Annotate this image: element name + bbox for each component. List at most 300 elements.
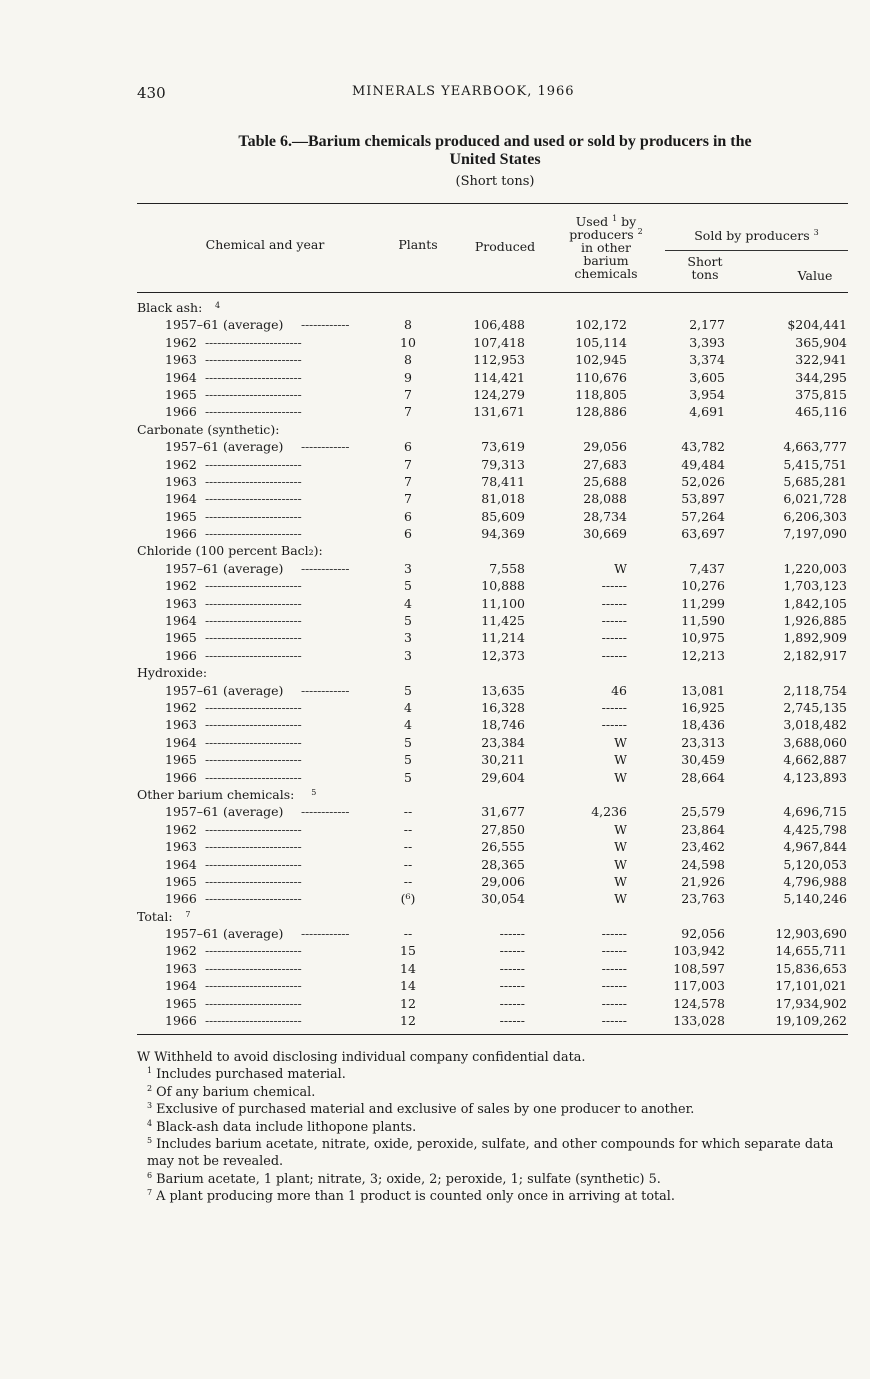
row-leader: ------------------------ — [205, 891, 302, 907]
footnote-text: A plant producing more than 1 product is counted only once in arriving at total. — [156, 1189, 675, 1205]
cell-plants: 14 — [400, 978, 416, 994]
table-row — [137, 699, 848, 716]
row-label: 1962 — [165, 334, 197, 350]
cell-plants: -- — [403, 856, 413, 872]
cell-plants: 5 — [404, 578, 412, 594]
table-row — [137, 438, 848, 455]
cell-short-tons: 12,213 — [681, 647, 725, 663]
cell-used: 46 — [611, 682, 627, 698]
cell-value: 4,967,844 — [783, 839, 847, 855]
cell-value: 2,118,754 — [783, 682, 847, 698]
row-label: 1965 — [165, 508, 197, 524]
cell-produced: 28,365 — [481, 856, 525, 872]
cell-short-tons: 117,003 — [673, 978, 725, 994]
row-leader: ------------ — [301, 560, 350, 576]
group-label: Chloride (100 percent Bacl₂): — [137, 543, 323, 559]
row-label: 1964 — [165, 734, 197, 750]
cell-value: 1,842,105 — [783, 595, 847, 611]
row-label: 1965 — [165, 752, 197, 768]
footnote-text: W Withheld to avoid disclosing individual company confidential data. — [137, 1050, 586, 1065]
table-row — [137, 369, 848, 386]
cell-short-tons: 23,462 — [681, 839, 725, 855]
cell-produced: 13,635 — [481, 682, 525, 698]
cell-value: 5,140,246 — [783, 891, 847, 907]
footnote-mark: 1 — [147, 1066, 153, 1076]
footnote — [137, 1119, 848, 1136]
cell-plants: 7 — [404, 456, 412, 472]
table-row — [137, 386, 848, 403]
cell-used: 28,734 — [583, 508, 627, 524]
row-label: 1963 — [165, 717, 197, 733]
header-used-sup2: 2 — [637, 227, 643, 236]
row-label: 1964 — [165, 491, 197, 507]
cell-produced: 10,888 — [481, 578, 525, 594]
row-leader: ------------------------ — [205, 1013, 302, 1029]
cell-produced: 31,677 — [481, 804, 525, 820]
table-bottom-rule — [137, 1034, 848, 1035]
header-sold-rule — [665, 250, 848, 251]
cell-used: W — [614, 856, 627, 872]
cell-short-tons: 52,026 — [681, 473, 725, 489]
cell-produced: 23,384 — [481, 734, 525, 750]
cell-plants: 8 — [404, 317, 412, 333]
table-group-row: Total: 7 — [137, 908, 191, 924]
row-label: 1964 — [165, 856, 197, 872]
cell-produced: 112,953 — [473, 352, 525, 368]
cell-plants: 3 — [404, 647, 412, 663]
cell-plants: 12 — [400, 1013, 416, 1029]
page-number: 430 — [137, 84, 166, 102]
cell-short-tons: 63,697 — [681, 526, 725, 542]
row-label: 1962 — [165, 821, 197, 837]
cell-used: 128,886 — [575, 404, 627, 420]
row-leader: ------------ — [301, 804, 350, 820]
cell-short-tons: 24,598 — [681, 856, 725, 872]
cell-plants: -- — [403, 804, 413, 820]
row-label: 1963 — [165, 960, 197, 976]
row-leader: ------------ — [301, 682, 350, 698]
footnote-text: Includes purchased material. — [156, 1067, 346, 1083]
table-row — [137, 525, 848, 542]
footnote — [137, 1084, 848, 1101]
cell-used: 25,688 — [583, 473, 627, 489]
row-leader: ------------------------ — [205, 369, 302, 385]
row-label: 1964 — [165, 369, 197, 385]
cell-value: 344,295 — [795, 369, 847, 385]
row-label: 1962 — [165, 943, 197, 959]
cell-plants: 15 — [400, 943, 416, 959]
table-row — [137, 716, 848, 733]
table-row — [137, 351, 848, 368]
table-title-line1: Table 6.—Barium chemicals produced and used or sold by producers in the — [238, 133, 752, 150]
cell-used: ------ — [601, 699, 627, 715]
cell-plants: (⁶) — [400, 891, 416, 907]
cell-plants: 10 — [400, 334, 416, 350]
cell-produced: 73,619 — [481, 439, 525, 455]
row-label: 1966 — [165, 891, 197, 907]
cell-short-tons: 3,393 — [689, 334, 725, 350]
table-row — [137, 925, 848, 942]
table-row — [137, 977, 848, 994]
row-leader: ------------------------ — [205, 960, 302, 976]
cell-short-tons: 11,299 — [681, 595, 725, 611]
cell-plants: 7 — [404, 491, 412, 507]
table-row — [137, 456, 848, 473]
cell-value: 322,941 — [795, 352, 847, 368]
cell-short-tons: 28,664 — [681, 769, 725, 785]
cell-short-tons: 23,763 — [681, 891, 725, 907]
table-group-row — [137, 421, 848, 438]
cell-produced: 94,369 — [481, 526, 525, 542]
cell-used: ------ — [601, 647, 627, 663]
cell-produced: 29,604 — [481, 769, 525, 785]
group-label: Black ash: — [137, 300, 203, 315]
row-leader: ------------------------ — [205, 456, 302, 472]
cell-plants: -- — [403, 821, 413, 837]
header-value: Value — [797, 268, 833, 283]
cell-plants: 7 — [404, 386, 412, 402]
cell-used: W — [614, 560, 627, 576]
cell-produced: 29,006 — [481, 873, 525, 889]
cell-used: W — [614, 891, 627, 907]
row-label: 1957–61 (average) — [165, 926, 284, 942]
cell-short-tons: 7,437 — [689, 560, 725, 576]
table-row — [137, 647, 848, 664]
cell-produced: 106,488 — [473, 317, 525, 333]
cell-plants: 5 — [404, 613, 412, 629]
cell-used: 105,114 — [575, 334, 627, 350]
cell-value: 2,745,135 — [783, 699, 847, 715]
cell-value: 4,663,777 — [783, 439, 847, 455]
row-leader: ------------ — [301, 439, 350, 455]
cell-plants: 14 — [400, 960, 416, 976]
group-label: Carbonate (synthetic): — [137, 421, 280, 437]
cell-value: 14,655,711 — [775, 943, 847, 959]
table-row — [137, 612, 848, 629]
cell-produced: 30,054 — [481, 891, 525, 907]
cell-value: $204,441 — [787, 317, 847, 333]
cell-used: ------ — [601, 595, 627, 611]
cell-used: 110,676 — [575, 369, 627, 385]
cell-used: ------ — [601, 717, 627, 733]
row-leader: ------------------------ — [205, 630, 302, 646]
cell-value: 1,892,909 — [783, 630, 847, 646]
cell-short-tons: 133,028 — [673, 1013, 725, 1029]
header-used-sup1: 1 — [612, 214, 618, 223]
cell-value: 3,018,482 — [783, 717, 847, 733]
cell-short-tons: 3,374 — [689, 352, 725, 368]
cell-used: ------ — [601, 943, 627, 959]
table-row — [137, 838, 848, 855]
cell-value: 5,415,751 — [783, 456, 847, 472]
table-row — [137, 629, 848, 646]
header-produced: Produced — [474, 239, 536, 254]
table-row — [137, 751, 848, 768]
cell-used: ------ — [601, 960, 627, 976]
cell-produced: ------ — [499, 995, 525, 1011]
cell-plants: 7 — [404, 404, 412, 420]
footnote-mark: 4 — [147, 1118, 153, 1128]
header-short-tons-line2: tons — [691, 267, 719, 282]
row-leader: ------------------------ — [205, 995, 302, 1011]
header-sold-sup: 3 — [813, 228, 819, 237]
cell-produced: 18,746 — [481, 717, 525, 733]
cell-produced: 85,609 — [481, 508, 525, 524]
table-subtitle: (Short tons) — [455, 174, 535, 189]
row-leader: ------------------------ — [205, 821, 302, 837]
cell-short-tons: 108,597 — [673, 960, 725, 976]
row-leader: ------------------------ — [205, 873, 302, 889]
row-label: 1962 — [165, 699, 197, 715]
cell-plants: -- — [403, 873, 413, 889]
table-row — [137, 942, 848, 959]
row-leader: ------------------------ — [205, 578, 302, 594]
cell-used: W — [614, 839, 627, 855]
cell-produced: ------ — [499, 926, 525, 942]
table-row — [137, 403, 848, 420]
cell-plants: 4 — [404, 595, 412, 611]
cell-produced: ------ — [499, 978, 525, 994]
header-used-line2: producers — [569, 227, 634, 242]
cell-produced: 26,555 — [481, 839, 525, 855]
cell-short-tons: 3,954 — [689, 386, 725, 402]
row-leader: ------------------------ — [205, 508, 302, 524]
row-label: 1957–61 (average) — [165, 560, 284, 576]
cell-value: 465,116 — [795, 404, 847, 420]
row-label: 1964 — [165, 613, 197, 629]
cell-used: 102,172 — [575, 317, 627, 333]
group-label: Total: — [137, 908, 173, 924]
cell-plants: 5 — [404, 682, 412, 698]
table-body — [137, 299, 848, 1029]
table-row — [137, 803, 848, 820]
cell-used: 118,805 — [575, 386, 627, 402]
row-leader: ------------------------ — [205, 352, 302, 368]
cell-value: 19,109,262 — [775, 1013, 847, 1029]
footnote-text: Barium acetate, 1 plant; nitrate, 3; oxide, 2; peroxide, 1; sulfate (synthetic) 5. — [156, 1171, 661, 1187]
cell-plants: -- — [403, 839, 413, 855]
cell-plants: 8 — [404, 352, 412, 368]
cell-value: 17,934,902 — [775, 995, 847, 1011]
table-row — [137, 995, 848, 1012]
cell-value: 17,101,021 — [775, 978, 847, 994]
row-leader: ------------------------ — [205, 386, 302, 402]
cell-produced: 30,211 — [481, 752, 525, 768]
row-leader: ------------------------ — [205, 404, 302, 420]
cell-value: 375,815 — [795, 386, 847, 402]
cell-short-tons: 30,459 — [681, 752, 725, 768]
row-leader: ------------------------ — [205, 752, 302, 768]
row-label: 1962 — [165, 578, 197, 594]
table-row — [137, 595, 848, 612]
row-label: 1965 — [165, 995, 197, 1011]
cell-plants: 4 — [404, 717, 412, 733]
cell-produced: 11,425 — [481, 613, 525, 629]
header-sold-by-producers — [665, 229, 848, 242]
cell-produced: 11,214 — [481, 630, 525, 646]
row-leader: ------------------------ — [205, 943, 302, 959]
cell-produced: 16,328 — [481, 699, 525, 715]
cell-produced: ------ — [499, 943, 525, 959]
row-label: 1957–61 (average) — [165, 804, 284, 820]
cell-short-tons: 10,975 — [681, 630, 725, 646]
cell-used: ------ — [601, 978, 627, 994]
table-group-row: Other barium chemicals: 5 — [137, 786, 317, 802]
header-used-line4: barium — [583, 253, 629, 268]
cell-used: W — [614, 821, 627, 837]
header-used — [556, 215, 656, 280]
cell-short-tons: 3,605 — [689, 369, 725, 385]
row-leader: ------------------------ — [205, 647, 302, 663]
row-label: 1966 — [165, 1013, 197, 1029]
footnote — [137, 1066, 848, 1083]
cell-used: 4,236 — [591, 804, 627, 820]
cell-value: 4,123,893 — [783, 769, 847, 785]
header-short-tons-line1: Short — [687, 254, 723, 269]
cell-plants: 5 — [404, 769, 412, 785]
cell-short-tons: 23,313 — [681, 734, 725, 750]
footnote-text: Exclusive of purchased material and exclusive of sales by one producer to another. — [156, 1102, 695, 1118]
cell-short-tons: 23,864 — [681, 821, 725, 837]
cell-value: 4,796,988 — [783, 873, 847, 889]
cell-used: 27,683 — [583, 456, 627, 472]
table-group-row: Black ash: 4 — [137, 300, 221, 315]
cell-plants: 7 — [404, 473, 412, 489]
cell-plants: 5 — [404, 734, 412, 750]
table-group-row — [137, 542, 848, 559]
row-leader: ------------------------ — [205, 526, 302, 542]
footnote — [137, 1188, 848, 1205]
cell-short-tons: 11,590 — [681, 613, 725, 629]
footnote — [137, 1101, 848, 1118]
cell-plants: 6 — [404, 526, 412, 542]
table-row — [137, 490, 848, 507]
footnote — [137, 1136, 848, 1171]
table-row — [137, 682, 848, 699]
row-label: 1957–61 (average) — [165, 439, 284, 455]
footnote-mark: 2 — [147, 1083, 153, 1093]
cell-short-tons: 25,579 — [681, 804, 725, 820]
cell-used: 29,056 — [583, 439, 627, 455]
cell-value: 4,696,715 — [783, 804, 847, 820]
cell-produced: 131,671 — [473, 404, 525, 420]
header-short-tons — [670, 255, 740, 281]
row-label: 1963 — [165, 839, 197, 855]
cell-short-tons: 13,081 — [681, 682, 725, 698]
cell-used: ------ — [601, 630, 627, 646]
row-leader: ------------------------ — [205, 473, 302, 489]
cell-plants: 6 — [404, 439, 412, 455]
table-title-line2: United States — [449, 151, 541, 168]
cell-value: 1,926,885 — [783, 613, 847, 629]
group-label: Hydroxide: — [137, 665, 208, 681]
cell-plants: 12 — [400, 995, 416, 1011]
cell-value: 5,120,053 — [783, 856, 847, 872]
row-label: 1957–61 (average) — [165, 317, 284, 333]
header-used-line5: chemicals — [574, 266, 638, 281]
row-label: 1964 — [165, 978, 197, 994]
table-row — [137, 473, 848, 490]
cell-value: 15,836,653 — [775, 960, 847, 976]
cell-used: ------ — [601, 613, 627, 629]
cell-plants: 3 — [404, 560, 412, 576]
running-title: MINERALS YEARBOOK, 1966 — [352, 84, 575, 99]
footnote-mark: 3 — [147, 1101, 153, 1111]
cell-value: 5,685,281 — [783, 473, 847, 489]
row-leader: ------------------------ — [205, 717, 302, 733]
cell-value: 7,197,090 — [783, 526, 847, 542]
row-label: 1962 — [165, 456, 197, 472]
header-chemical-and-year: Chemical and year — [205, 237, 325, 252]
table-row — [137, 873, 848, 890]
cell-plants: 9 — [404, 369, 412, 385]
cell-value: 2,182,917 — [783, 647, 847, 663]
footnote-text: Black-ash data include lithopone plants. — [156, 1119, 417, 1135]
cell-produced: 114,421 — [473, 369, 525, 385]
cell-used: ------ — [601, 926, 627, 942]
cell-value: 1,703,123 — [783, 578, 847, 594]
cell-short-tons: 57,264 — [681, 508, 725, 524]
table-row — [137, 821, 848, 838]
cell-plants: 3 — [404, 630, 412, 646]
row-label: 1966 — [165, 647, 197, 663]
row-leader: ------------------------ — [205, 978, 302, 994]
cell-used: W — [614, 873, 627, 889]
table-row — [137, 890, 848, 907]
cell-short-tons: 16,925 — [681, 699, 725, 715]
table-row — [137, 577, 848, 594]
row-label: 1963 — [165, 473, 197, 489]
cell-plants: 4 — [404, 699, 412, 715]
row-label: 1966 — [165, 769, 197, 785]
header-plants: Plants — [398, 237, 438, 252]
cell-plants: 5 — [404, 752, 412, 768]
row-label: 1965 — [165, 386, 197, 402]
row-label: 1966 — [165, 404, 197, 420]
footnotes — [137, 1049, 848, 1206]
row-leader: ------------------------ — [205, 613, 302, 629]
table-row — [137, 1012, 848, 1029]
row-label: 1965 — [165, 630, 197, 646]
cell-short-tons: 49,484 — [681, 456, 725, 472]
group-label: Other barium chemicals: — [137, 786, 295, 802]
cell-produced: 7,558 — [489, 560, 525, 576]
cell-value: 6,206,303 — [783, 508, 847, 524]
row-leader: ------------------------ — [205, 334, 302, 350]
cell-produced: 107,418 — [473, 334, 525, 350]
header-used-line1b: by — [621, 214, 637, 229]
footnote-text: Of any barium chemical. — [156, 1084, 316, 1100]
table-row — [137, 856, 848, 873]
table-row — [137, 508, 848, 525]
row-leader: ------------------------ — [205, 839, 302, 855]
cell-short-tons: 124,578 — [673, 995, 725, 1011]
row-leader: ------------------------ — [205, 491, 302, 507]
table-row — [137, 960, 848, 977]
table-row — [137, 316, 848, 333]
cell-produced: 79,313 — [481, 456, 525, 472]
table-row — [137, 560, 848, 577]
cell-used: W — [614, 734, 627, 750]
running-head — [137, 84, 840, 104]
cell-plants: 6 — [404, 508, 412, 524]
row-leader: ------------------------ — [205, 699, 302, 715]
cell-short-tons: 92,056 — [681, 926, 725, 942]
footnote — [137, 1049, 848, 1066]
cell-used: W — [614, 769, 627, 785]
footnote-mark: 6 — [147, 1170, 153, 1180]
cell-short-tons: 53,897 — [681, 491, 725, 507]
